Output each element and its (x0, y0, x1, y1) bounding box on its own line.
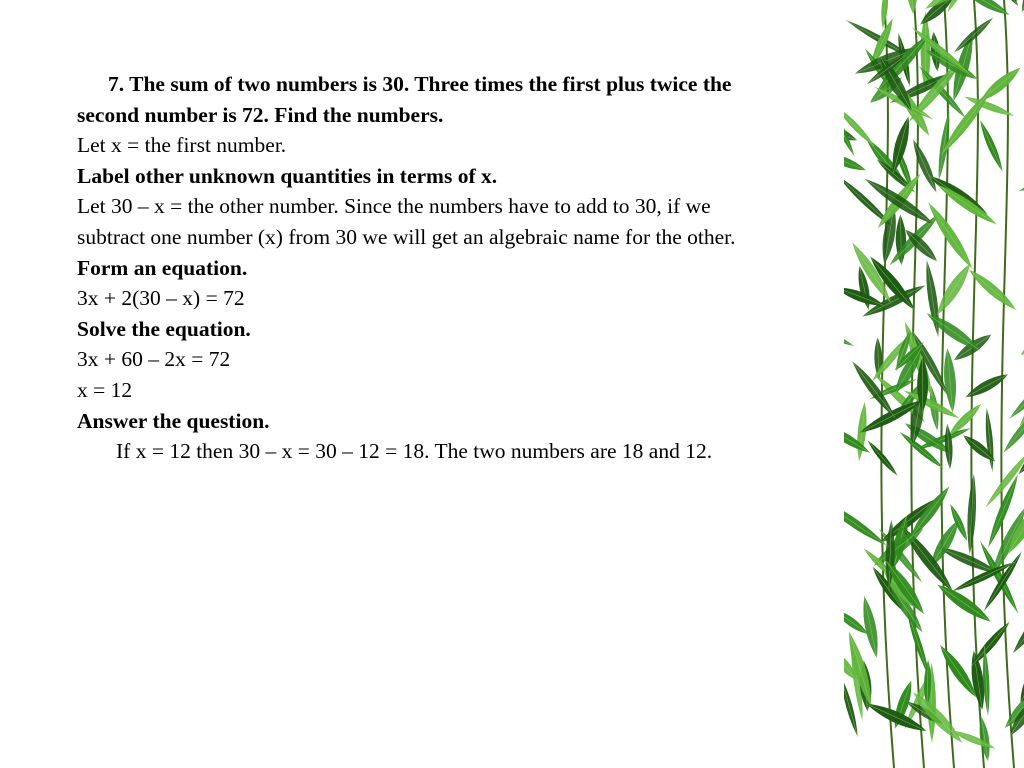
step-heading-answer: Answer the question. (77, 408, 270, 433)
equation: 3x + 2(30 – x) = 72 (77, 286, 245, 311)
answer-text: If x = 12 then 30 – x = 30 – 12 = 18. The two numbers are 18 and 12. (116, 439, 713, 464)
let-x-definition: Let x = the first number. (77, 133, 287, 158)
solve-step-1: 3x + 60 – 2x = 72 (77, 347, 231, 372)
explanation-line-1: Let 30 – x = the other number. Since the numbers have to add to 30, if we (77, 194, 711, 219)
slide-body (77, 69, 877, 467)
problem-statement-line-1: 7. The sum of two numbers is 30. Three times the first plus twice the (108, 72, 732, 96)
problem-statement-line-2: second number is 72. Find the numbers. (77, 102, 444, 127)
bamboo-leaves-icon (844, 0, 1024, 768)
solve-step-2: x = 12 (77, 377, 133, 402)
step-heading-label-unknowns: Label other unknown quantities in terms of x. (77, 163, 498, 188)
step-heading-solve: Solve the equation. (77, 316, 251, 341)
step-heading-form-equation: Form an equation. (77, 255, 248, 280)
explanation-line-2: subtract one number (x) from 30 we will get an algebraic name for the other. (77, 224, 736, 249)
